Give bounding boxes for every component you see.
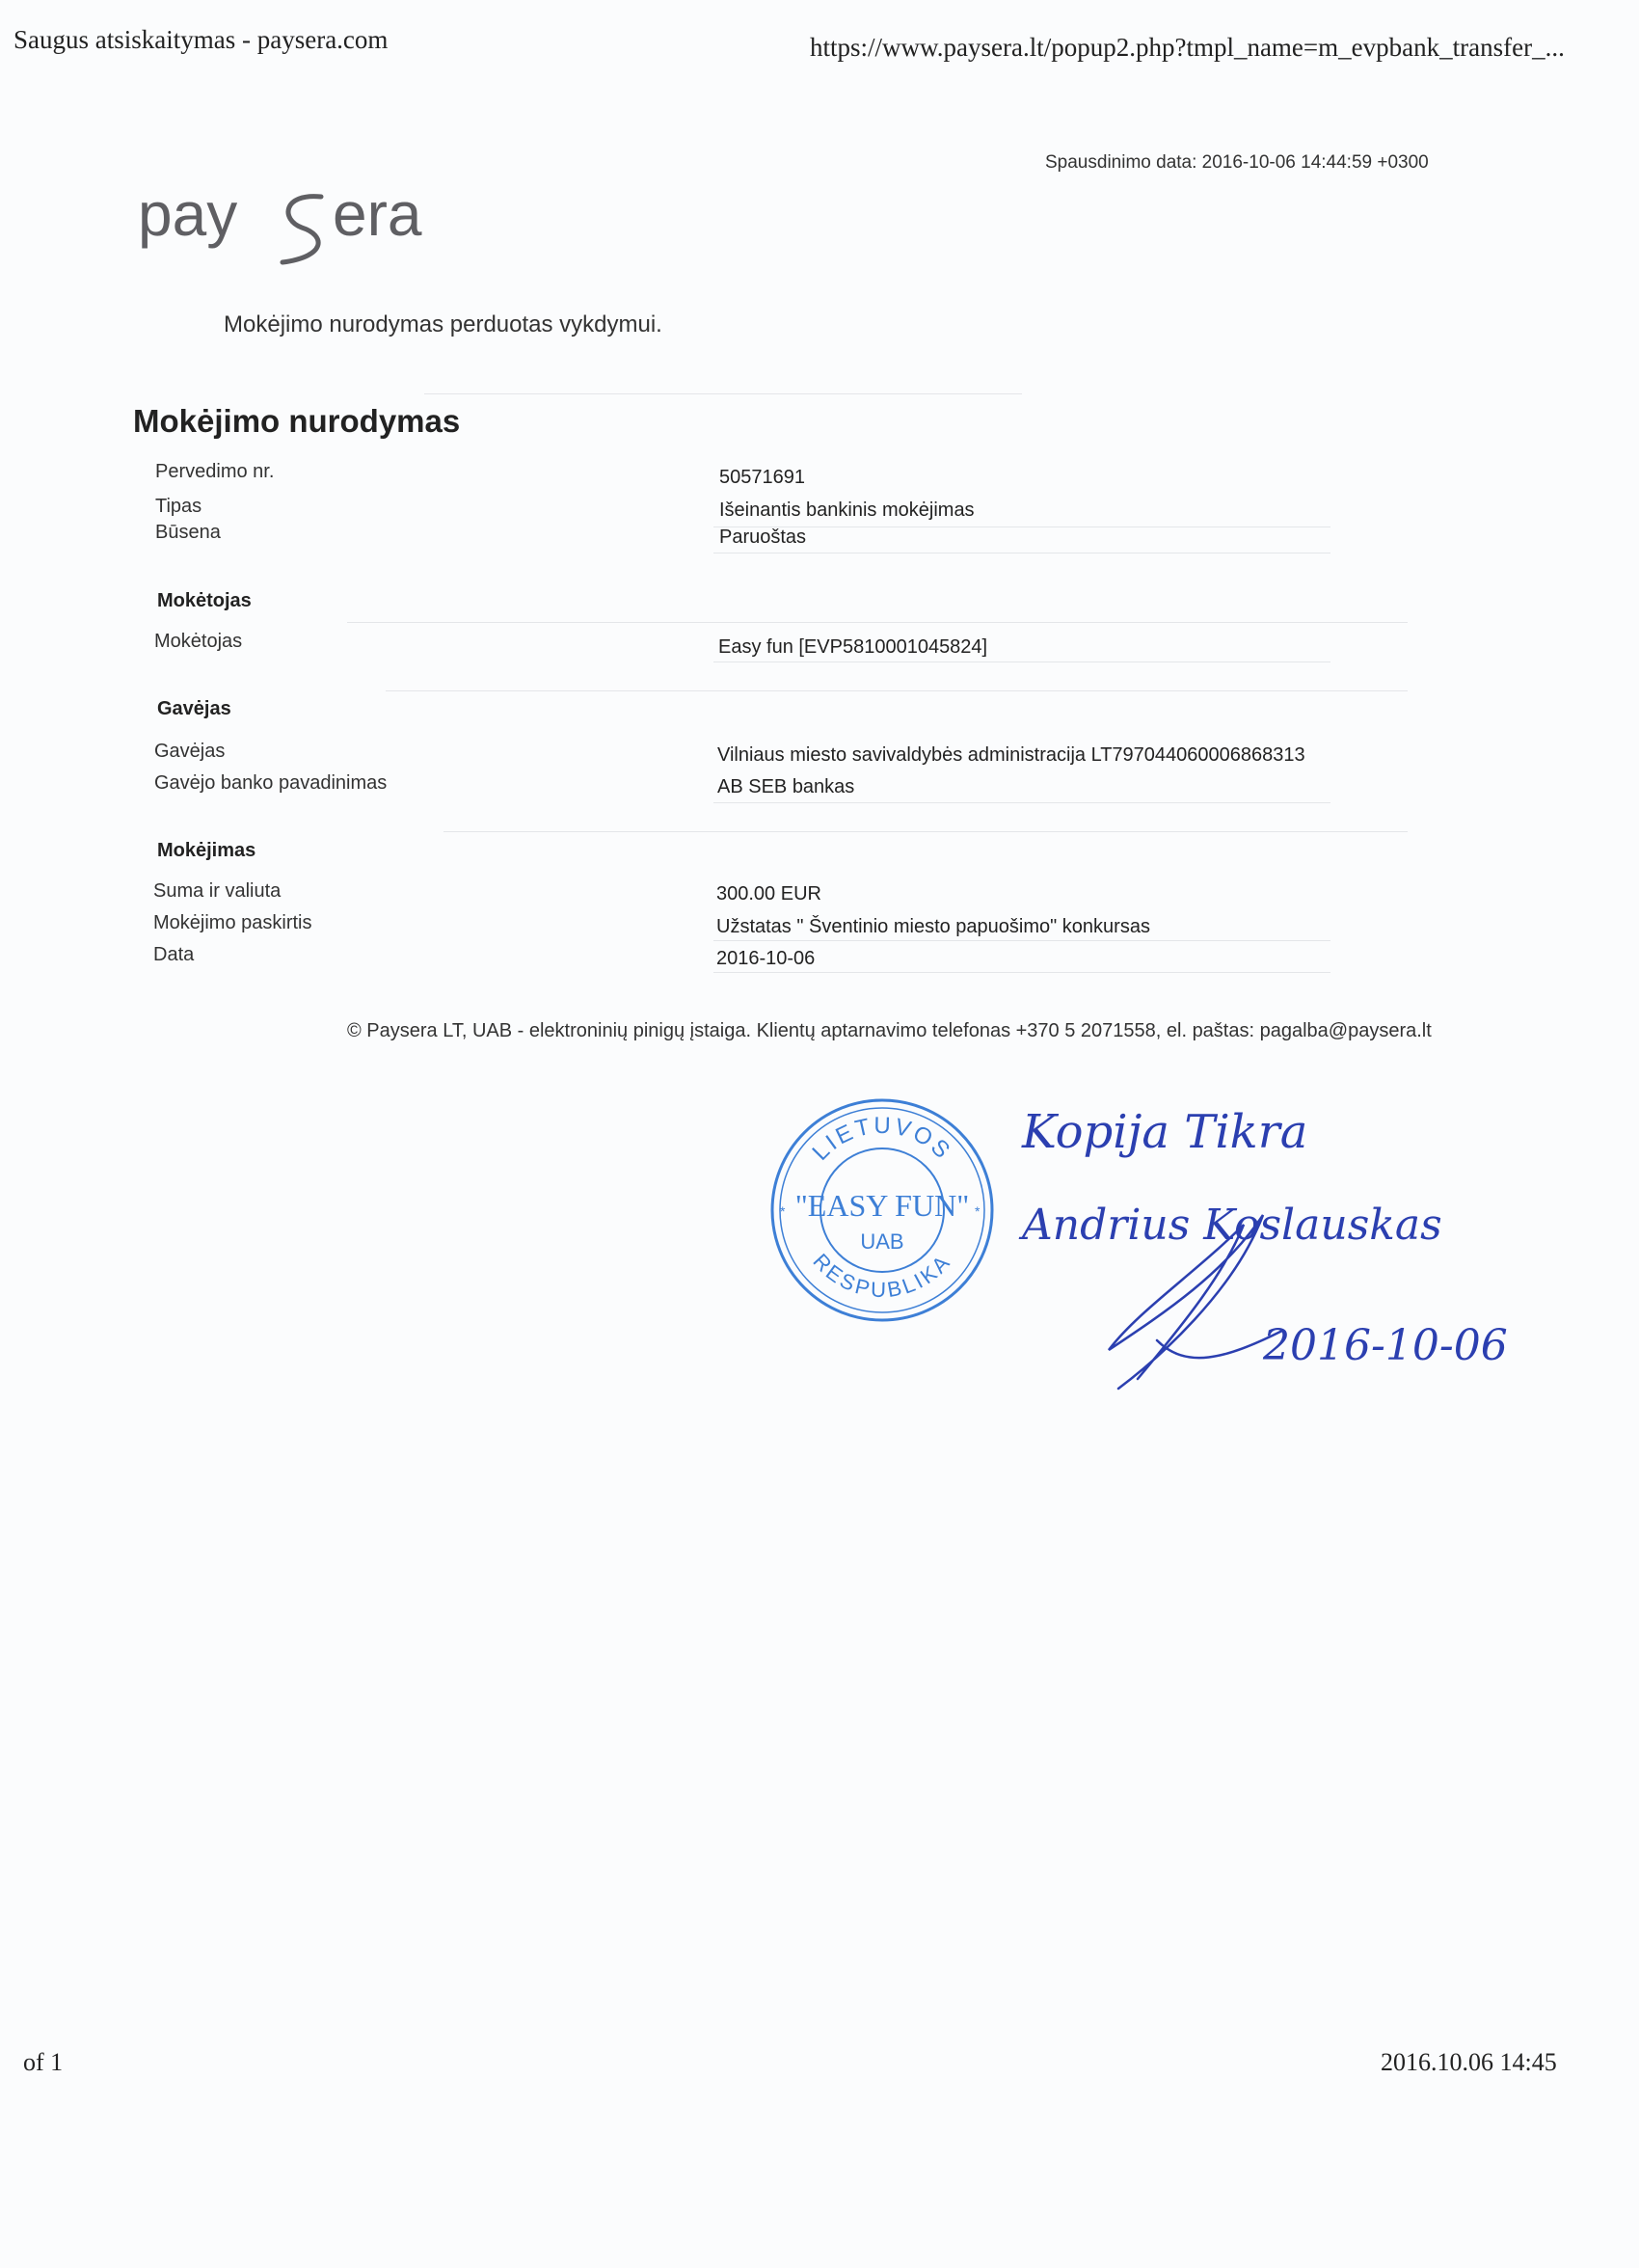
- stamp-center-text: "EASY FUN": [794, 1188, 970, 1223]
- transfer-number-label: Pervedimo nr.: [155, 461, 275, 482]
- payer-value: Easy fun [EVP5810001045824]: [718, 636, 988, 658]
- logo-s-swoosh: [282, 197, 321, 262]
- recipient-value: Vilniaus miesto savivaldybės administracija LT797044060006868313: [717, 744, 1305, 766]
- paysera-logo: [138, 179, 495, 266]
- date-value: 2016-10-06: [716, 948, 816, 969]
- transfer-number-value: 50571691: [719, 467, 805, 488]
- date-label: Data: [153, 944, 195, 965]
- page-title: Mokėjimo nurodymas: [133, 403, 461, 439]
- browser-page-title: Saugus atsiskaitymas - paysera.com: [13, 25, 389, 54]
- divider: [443, 831, 1408, 832]
- logo-text-right: era: [333, 179, 422, 249]
- print-date: Spausdinimo data: 2016-10-06 14:44:59 +0300: [1045, 152, 1429, 173]
- recipient-label: Gavėjas: [154, 741, 226, 762]
- purpose-label: Mokėjimo paskirtis: [153, 912, 312, 933]
- footer-text: © Paysera LT, UAB - elektroninių pinigų įstaiga. Klientų aptarnavimo telefonas +370 5 2071558, el. paštas: pagalba@paysera.lt: [347, 1020, 1432, 1041]
- divider: [713, 972, 1330, 973]
- recipient-heading: Gavėjas: [157, 698, 231, 719]
- divider: [347, 622, 1408, 623]
- divider: [713, 553, 1330, 554]
- stamp-star-icon: *: [780, 1203, 786, 1219]
- amount-value: 300.00 EUR: [716, 883, 821, 904]
- payment-heading: Mokėjimas: [157, 840, 256, 861]
- handwriting-line-2: Andrius Koslauskas: [1022, 1201, 1442, 1250]
- stamp-bottom-text: RESPUBLIKA: [808, 1249, 956, 1303]
- divider: [713, 802, 1330, 803]
- stamp-top-text: LIETUVOS: [807, 1112, 957, 1166]
- page-count: of 1: [23, 2048, 64, 2076]
- svg-text:RESPUBLIKA: [808, 1249, 955, 1302]
- divider: [424, 393, 1022, 394]
- divider: [386, 690, 1408, 691]
- status-label: Būsena: [155, 522, 221, 543]
- handwriting-date: 2016-10-06: [1263, 1321, 1508, 1370]
- stamp-sub-text: UAB: [860, 1229, 904, 1254]
- status-message: Mokėjimo nurodymas perduotas vykdymui.: [224, 311, 662, 338]
- browser-url: https://www.paysera.lt/popup2.php?tmpl_name=m_evpbank_transfer_...: [810, 33, 1565, 62]
- divider: [713, 940, 1330, 941]
- handwriting-line-1: Kopija Tikra: [1022, 1105, 1308, 1159]
- status-value: Paruoštas: [719, 526, 807, 548]
- purpose-value: Užstatas " Šventinio miesto papuošimo" konkursas: [716, 916, 1150, 937]
- type-value: Išeinantis bankinis mokėjimas: [719, 500, 975, 521]
- recipient-bank-value: AB SEB bankas: [717, 776, 855, 797]
- payer-label: Mokėtojas: [154, 631, 243, 652]
- amount-label: Suma ir valiuta: [153, 880, 282, 902]
- company-stamp: [766, 1094, 998, 1326]
- page-timestamp: 2016.10.06 14:45: [1381, 2048, 1557, 2076]
- payer-heading: Mokėtojas: [157, 590, 252, 611]
- type-label: Tipas: [155, 496, 202, 517]
- svg-text:LIETUVOS: [807, 1113, 956, 1166]
- handwritten-certification: [1003, 1080, 1523, 1398]
- recipient-bank-label: Gavėjo banko pavadinimas: [154, 772, 388, 794]
- stamp-star-icon: *: [975, 1203, 981, 1219]
- logo-text-left: pay: [138, 179, 238, 249]
